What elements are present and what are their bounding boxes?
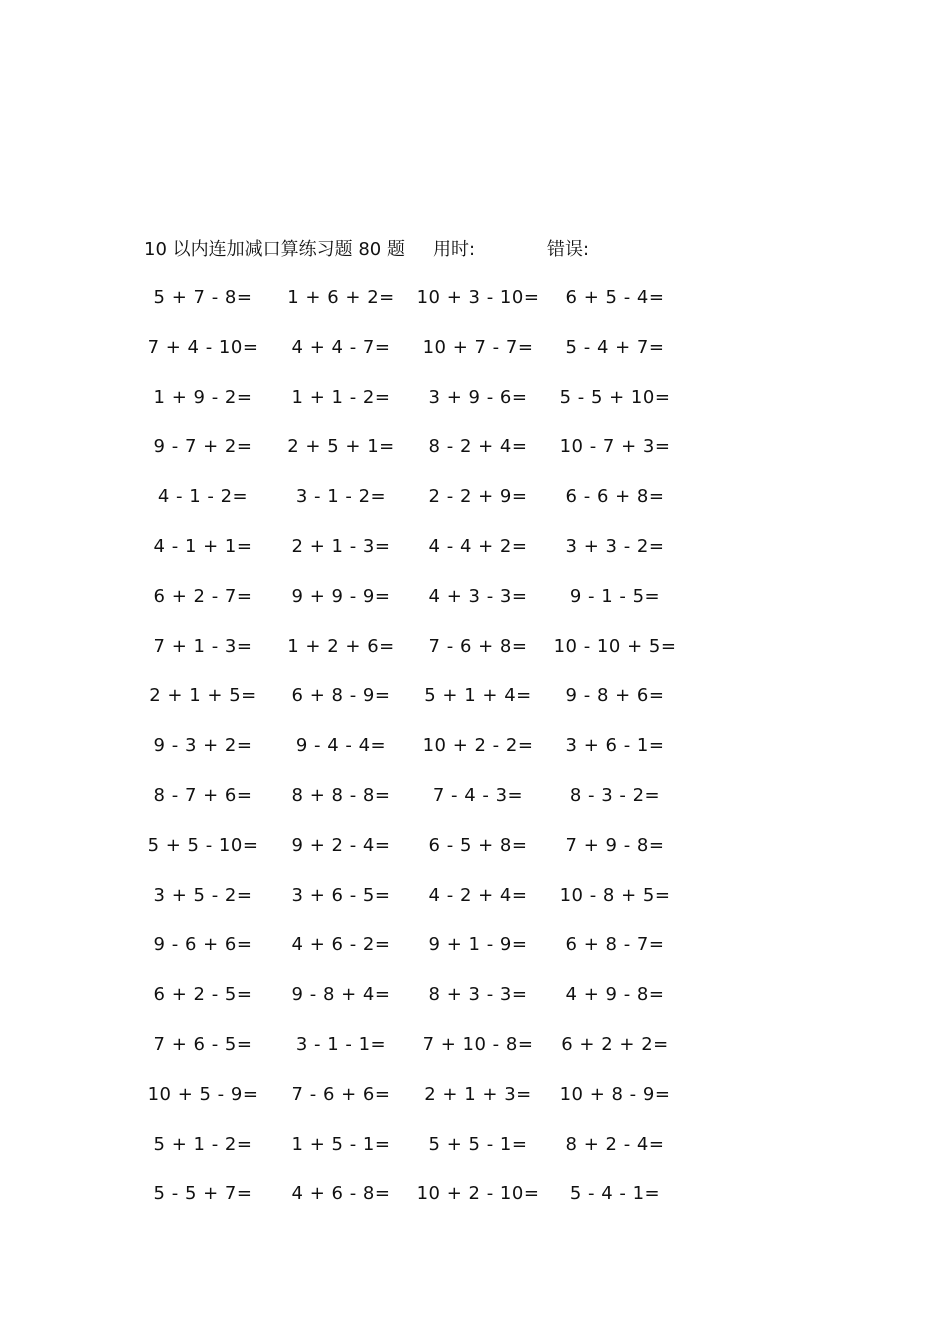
arithmetic-problem: 7 + 1 - 3= xyxy=(153,635,253,657)
worksheet-title: 10 以内连加减口算练习题 80 题 xyxy=(144,239,405,260)
problem-row xyxy=(0,1130,950,1180)
time-used-label: 用时: xyxy=(433,239,476,260)
problem-row xyxy=(0,432,950,482)
arithmetic-problem: 3 + 5 - 2= xyxy=(153,884,253,906)
arithmetic-problem: 8 - 3 - 2= xyxy=(569,784,661,806)
arithmetic-problem: 10 + 2 - 2= xyxy=(422,735,534,757)
arithmetic-problem: 4 + 3 - 3= xyxy=(428,585,528,607)
arithmetic-problem: 7 - 6 + 8= xyxy=(428,635,528,657)
arithmetic-problem: 5 + 5 - 10= xyxy=(147,834,259,856)
arithmetic-problem: 5 + 1 - 2= xyxy=(153,1133,253,1155)
arithmetic-problem: 8 + 8 - 8= xyxy=(291,784,391,806)
worksheet-header xyxy=(144,236,664,264)
problem-row xyxy=(0,1030,950,1080)
arithmetic-problem: 9 + 9 - 9= xyxy=(291,585,391,607)
problem-row xyxy=(0,781,950,831)
arithmetic-problem: 9 - 8 + 6= xyxy=(565,685,665,707)
arithmetic-problem: 3 - 1 - 1= xyxy=(295,1033,387,1055)
arithmetic-problem: 7 + 4 - 10= xyxy=(147,336,259,358)
arithmetic-problem: 1 + 1 - 2= xyxy=(291,386,391,408)
arithmetic-problem: 9 - 4 - 4= xyxy=(295,735,387,757)
arithmetic-problem: 7 + 9 - 8= xyxy=(565,834,665,856)
arithmetic-problem: 9 - 8 + 4= xyxy=(291,984,391,1006)
problem-row xyxy=(0,1179,950,1229)
problem-row xyxy=(0,383,950,433)
problem-row xyxy=(0,831,950,881)
arithmetic-problem: 5 + 5 - 1= xyxy=(428,1133,528,1155)
arithmetic-problem: 4 + 9 - 8= xyxy=(565,984,665,1006)
arithmetic-problem: 10 - 8 + 5= xyxy=(559,884,671,906)
problem-row xyxy=(0,482,950,532)
arithmetic-problem: 4 - 1 + 1= xyxy=(153,535,253,557)
arithmetic-problem: 10 + 3 - 10= xyxy=(416,287,540,308)
problem-row xyxy=(0,333,950,383)
arithmetic-problem: 1 + 2 + 6= xyxy=(287,635,395,657)
arithmetic-problem: 7 + 6 - 5= xyxy=(153,1033,253,1055)
problem-row xyxy=(0,582,950,632)
problem-row xyxy=(0,632,950,682)
arithmetic-problem: 3 + 6 - 1= xyxy=(565,735,665,757)
arithmetic-problem: 6 - 6 + 8= xyxy=(565,486,665,508)
arithmetic-problem: 5 - 5 + 7= xyxy=(153,1183,253,1205)
problem-row xyxy=(0,881,950,931)
arithmetic-problem: 8 - 7 + 6= xyxy=(153,784,253,806)
arithmetic-problem: 9 - 1 - 5= xyxy=(569,585,661,607)
arithmetic-problem: 5 - 4 - 1= xyxy=(569,1183,661,1205)
arithmetic-problem: 5 - 5 + 10= xyxy=(559,386,671,408)
arithmetic-problem: 10 + 7 - 7= xyxy=(422,336,534,358)
arithmetic-problem: 2 + 1 + 3= xyxy=(424,1083,532,1105)
arithmetic-problem: 1 + 6 + 2= xyxy=(287,287,395,308)
arithmetic-problem: 7 + 10 - 8= xyxy=(422,1033,534,1055)
arithmetic-problem: 6 + 2 + 2= xyxy=(561,1033,669,1055)
arithmetic-problem: 9 - 6 + 6= xyxy=(153,934,253,956)
problem-row xyxy=(0,283,950,333)
arithmetic-problem: 10 + 5 - 9= xyxy=(147,1083,259,1105)
arithmetic-problem: 4 - 2 + 4= xyxy=(428,884,528,906)
problem-row xyxy=(0,980,950,1030)
arithmetic-problem: 9 - 7 + 2= xyxy=(153,436,253,458)
arithmetic-problem: 7 - 4 - 3= xyxy=(432,784,524,806)
arithmetic-problem: 8 + 2 - 4= xyxy=(565,1133,665,1155)
arithmetic-problem: 5 + 1 + 4= xyxy=(424,685,532,707)
arithmetic-problem: 3 + 3 - 2= xyxy=(565,535,665,557)
arithmetic-problem: 4 + 6 - 2= xyxy=(291,934,391,956)
arithmetic-problem: 2 - 2 + 9= xyxy=(428,486,528,508)
arithmetic-problem: 4 + 6 - 8= xyxy=(291,1183,391,1205)
arithmetic-problem: 6 + 2 - 7= xyxy=(153,585,253,607)
arithmetic-problem: 3 - 1 - 2= xyxy=(295,486,387,508)
arithmetic-problem: 3 + 9 - 6= xyxy=(428,386,528,408)
arithmetic-problem: 2 + 1 + 5= xyxy=(149,685,257,707)
problem-row xyxy=(0,681,950,731)
problem-row xyxy=(0,532,950,582)
arithmetic-problem: 10 + 8 - 9= xyxy=(559,1083,671,1105)
arithmetic-problem: 8 - 2 + 4= xyxy=(428,436,528,458)
arithmetic-problem: 10 + 2 - 10= xyxy=(416,1183,540,1205)
arithmetic-problem: 5 - 4 + 7= xyxy=(565,336,665,358)
arithmetic-problem: 2 + 5 + 1= xyxy=(287,436,395,458)
errors-label: 错误: xyxy=(547,239,590,260)
arithmetic-problem: 6 + 8 - 7= xyxy=(565,934,665,956)
problem-row xyxy=(0,731,950,781)
problem-row xyxy=(0,930,950,980)
arithmetic-problem: 10 - 7 + 3= xyxy=(559,436,671,458)
arithmetic-problem: 6 + 8 - 9= xyxy=(291,685,391,707)
arithmetic-problem: 9 + 1 - 9= xyxy=(428,934,528,956)
arithmetic-problem: 4 - 4 + 2= xyxy=(428,535,528,557)
arithmetic-problem: 1 + 9 - 2= xyxy=(153,386,253,408)
arithmetic-problem: 6 + 5 - 4= xyxy=(565,287,665,308)
arithmetic-problem: 2 + 1 - 3= xyxy=(291,535,391,557)
problem-grid xyxy=(0,283,950,1229)
arithmetic-problem: 8 + 3 - 3= xyxy=(428,984,528,1006)
arithmetic-problem: 7 - 6 + 6= xyxy=(291,1083,391,1105)
arithmetic-problem: 9 + 2 - 4= xyxy=(291,834,391,856)
arithmetic-problem: 4 + 4 - 7= xyxy=(291,336,391,358)
arithmetic-problem: 1 + 5 - 1= xyxy=(291,1133,391,1155)
arithmetic-problem: 6 - 5 + 8= xyxy=(428,834,528,856)
problem-row xyxy=(0,1080,950,1130)
arithmetic-problem: 6 + 2 - 5= xyxy=(153,984,253,1006)
arithmetic-problem: 3 + 6 - 5= xyxy=(291,884,391,906)
arithmetic-problem: 4 - 1 - 2= xyxy=(157,486,249,508)
arithmetic-problem: 10 - 10 + 5= xyxy=(553,635,677,657)
arithmetic-problem: 9 - 3 + 2= xyxy=(153,735,253,757)
arithmetic-problem: 5 + 7 - 8= xyxy=(153,287,253,308)
